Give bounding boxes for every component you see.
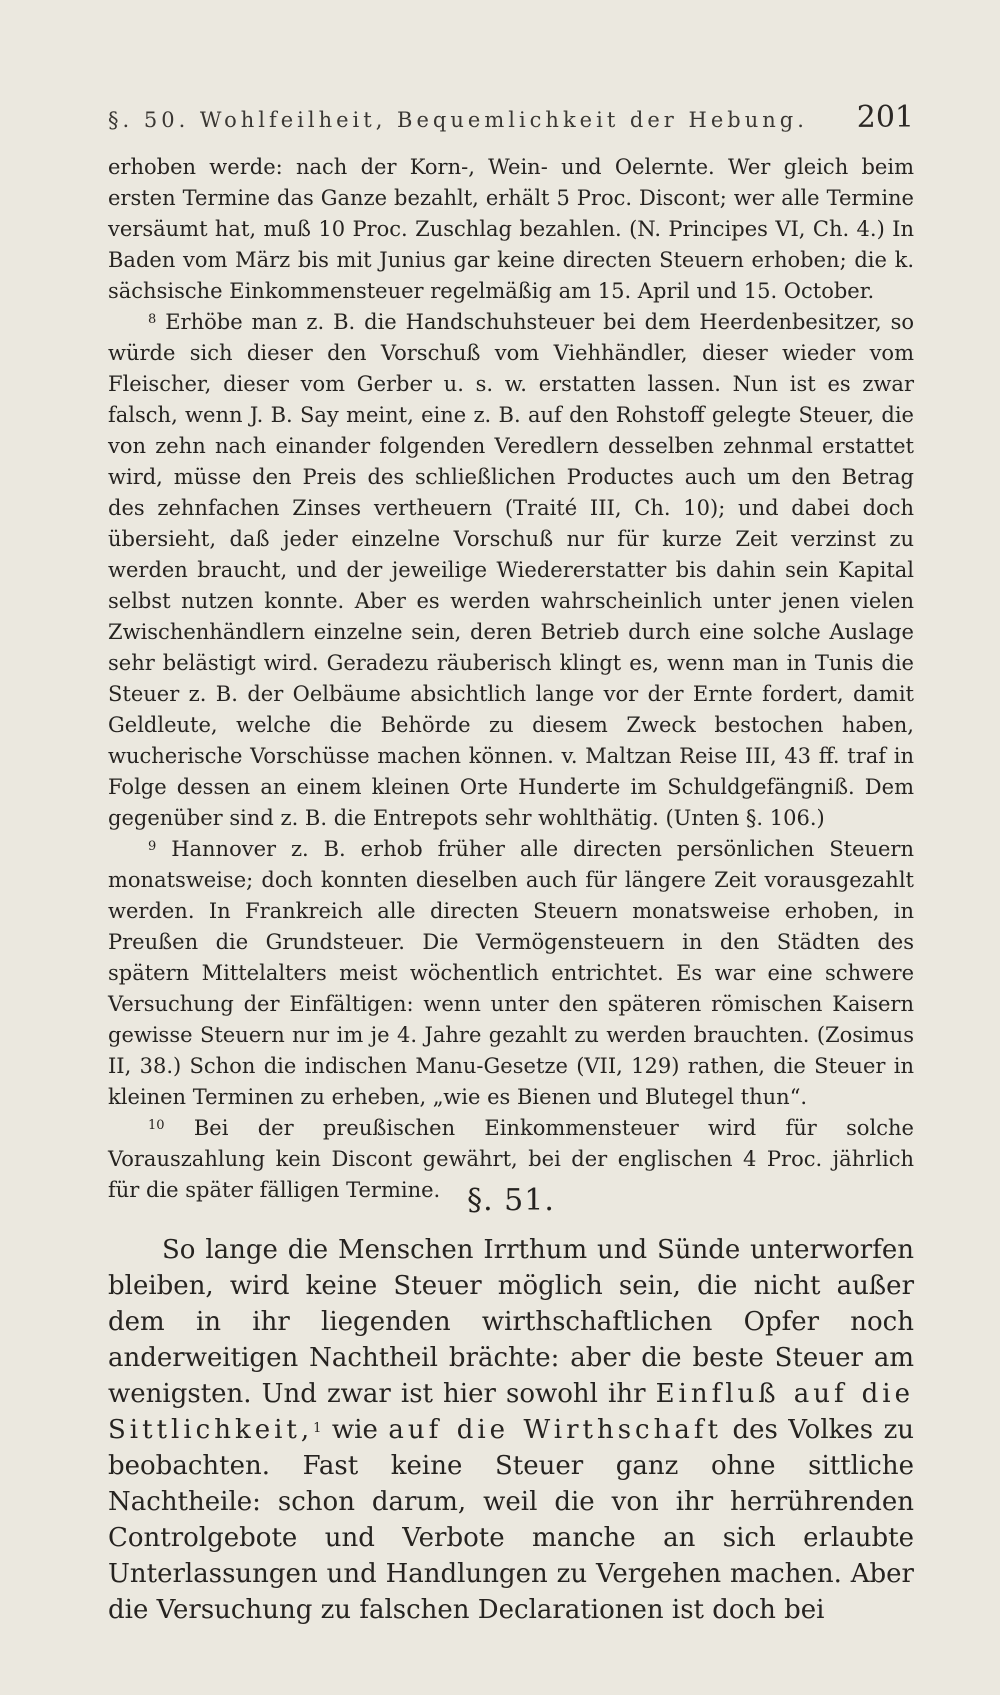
paragraph-mid: wie (331, 1415, 378, 1445)
page-header (108, 100, 914, 135)
footnote-reference: 1 (313, 1421, 322, 1436)
footnote-text: Hannover z. B. erhob früher alle directen persönlichen Steuern monatsweise; doch konnten dieselben auch für längere Zeit vorausgezahlt werden. In Frankreich alle directen Steuern monatsweise erhoben, in Preußen die Grundsteuer. Die Vermögensteuern in den Städten des spätern Mittelalters meist wöchentlich entrichtet. Es war eine schwere Versuchung der Einfältigen: wenn unter den späteren römischen Kaisern gewisse Steuern nur im je 4. Jahre gezahlt zu werden brauchten. (Zosimus II, 38.) Schon die indischen Manu-Gesetze (VII, 129) rathen, die Steuer in kleinen Terminen zu erheben, „wie es Bienen und Blutegel thun“. (108, 837, 914, 1109)
running-title: §. 50. Wohlfeilheit, Bequemlichkeit der Hebung. (108, 108, 808, 132)
footnote-8 (108, 307, 914, 834)
footnote-marker: 10 (148, 1118, 165, 1133)
footnote-text: Bei der preußischen Einkommensteuer wird für solche Vorauszahlung kein Discont gewährt, bei der englischen 4 Proc. jährlich für die später fälligen Termine. (108, 1116, 914, 1202)
emphasis-influence-on-morality: Einfluß auf die Sittlichkeit, (108, 1379, 914, 1445)
footnote-marker: 9 (148, 839, 157, 854)
paragraph-start: So lange die Menschen Irrthum und Sünde unterworfen bleiben, wird keine Steuer möglich sein, die nicht außer dem in ihr liegenden wirthschaftlichen Opfer noch anderweitigen Nachtheil brächte: aber die beste Steuer am wenigsten. Und zwar ist hier sowohl ihr (108, 1235, 914, 1409)
footnote-text: Erhöbe man z. B. die Handschuhsteuer bei dem Heerdenbesitzer, so würde sich dieser den Vorschuß vom Viehhändler, dieser wieder vom Fleischer, dieser vom Gerber u. s. w. erstatten lassen. Nun ist es zwar falsch, wenn J. B. Say meint, eine z. B. auf den Rohstoff gelegte Steuer, die von zehn nach einander folgenden Veredlern desselben zehnmal erstattet wird, müsse den Preis des schließlichen Productes auch um den Betrag des zehnfachen Zinses vertheuern (Traité III, Ch. 10); und dabei doch übersieht, daß jeder einzelne Vorschuß nur für kurze Zeit verzinst zu werden braucht, und der jeweilige Wiedererstatter bis dahin sein Kapital selbst nutzen konnte. Aber es werden wahrscheinlich unter jenen vielen Zwischenhändlern einzelne sein, deren Betrieb durch eine solche Auslage sehr belästigt wird. Geradezu räuberisch klingt es, wenn man in Tunis die Steuer z. B. der Oelbäume absichtlich lange vor der Ernte fordert, damit Geldleute, welche die Behörde zu diesem Zweck bestochen haben, wucherische Vorschüsse machen können. v. Maltzan Reise III, 43 ff. traf in Folge dessen an einem kleinen Orte Hunderte im Schuldgefängniß. Dem gegenüber sind z. B. die Entrepots sehr wohlthätig. (Unten §. 106.) (108, 310, 914, 830)
emphasis-on-economy: auf die Wirthschaft (388, 1415, 722, 1445)
paragraph-end: des Volkes zu beobachten. Fast keine Steuer ganz ohne sittliche Nachtheile: schon darum, weil die von ihr herrührenden Controlgebote und Verbote manche an sich erlaubte Unterlassungen und Handlungen zu Vergehen machen. Aber die Versuchung zu falschen Declarationen ist doch bei (108, 1415, 915, 1625)
footnote-continuation: erhoben werde: nach der Korn-, Wein- und Oelernte. Wer gleich beim ersten Termine das Ganze bezahlt, erhält 5 Proc. Discont; wer alle Termine versäumt hat, muß 10 Proc. Zuschlag bezahlen. (N. Principes VI, Ch. 4.) In Baden vom März bis mit Junius gar keine directen Steuern erhoben; die k. sächsische Einkommensteuer regelmäßig am 15. April und 15. October. (108, 155, 914, 303)
footnote-9 (108, 834, 914, 1113)
section-body (108, 1232, 914, 1628)
footnotes-block (108, 152, 914, 1206)
footnote-marker: 8 (148, 312, 157, 327)
body-paragraph (108, 1232, 914, 1628)
section-heading: §. 51. (467, 1183, 555, 1218)
page-number: 201 (856, 100, 914, 135)
